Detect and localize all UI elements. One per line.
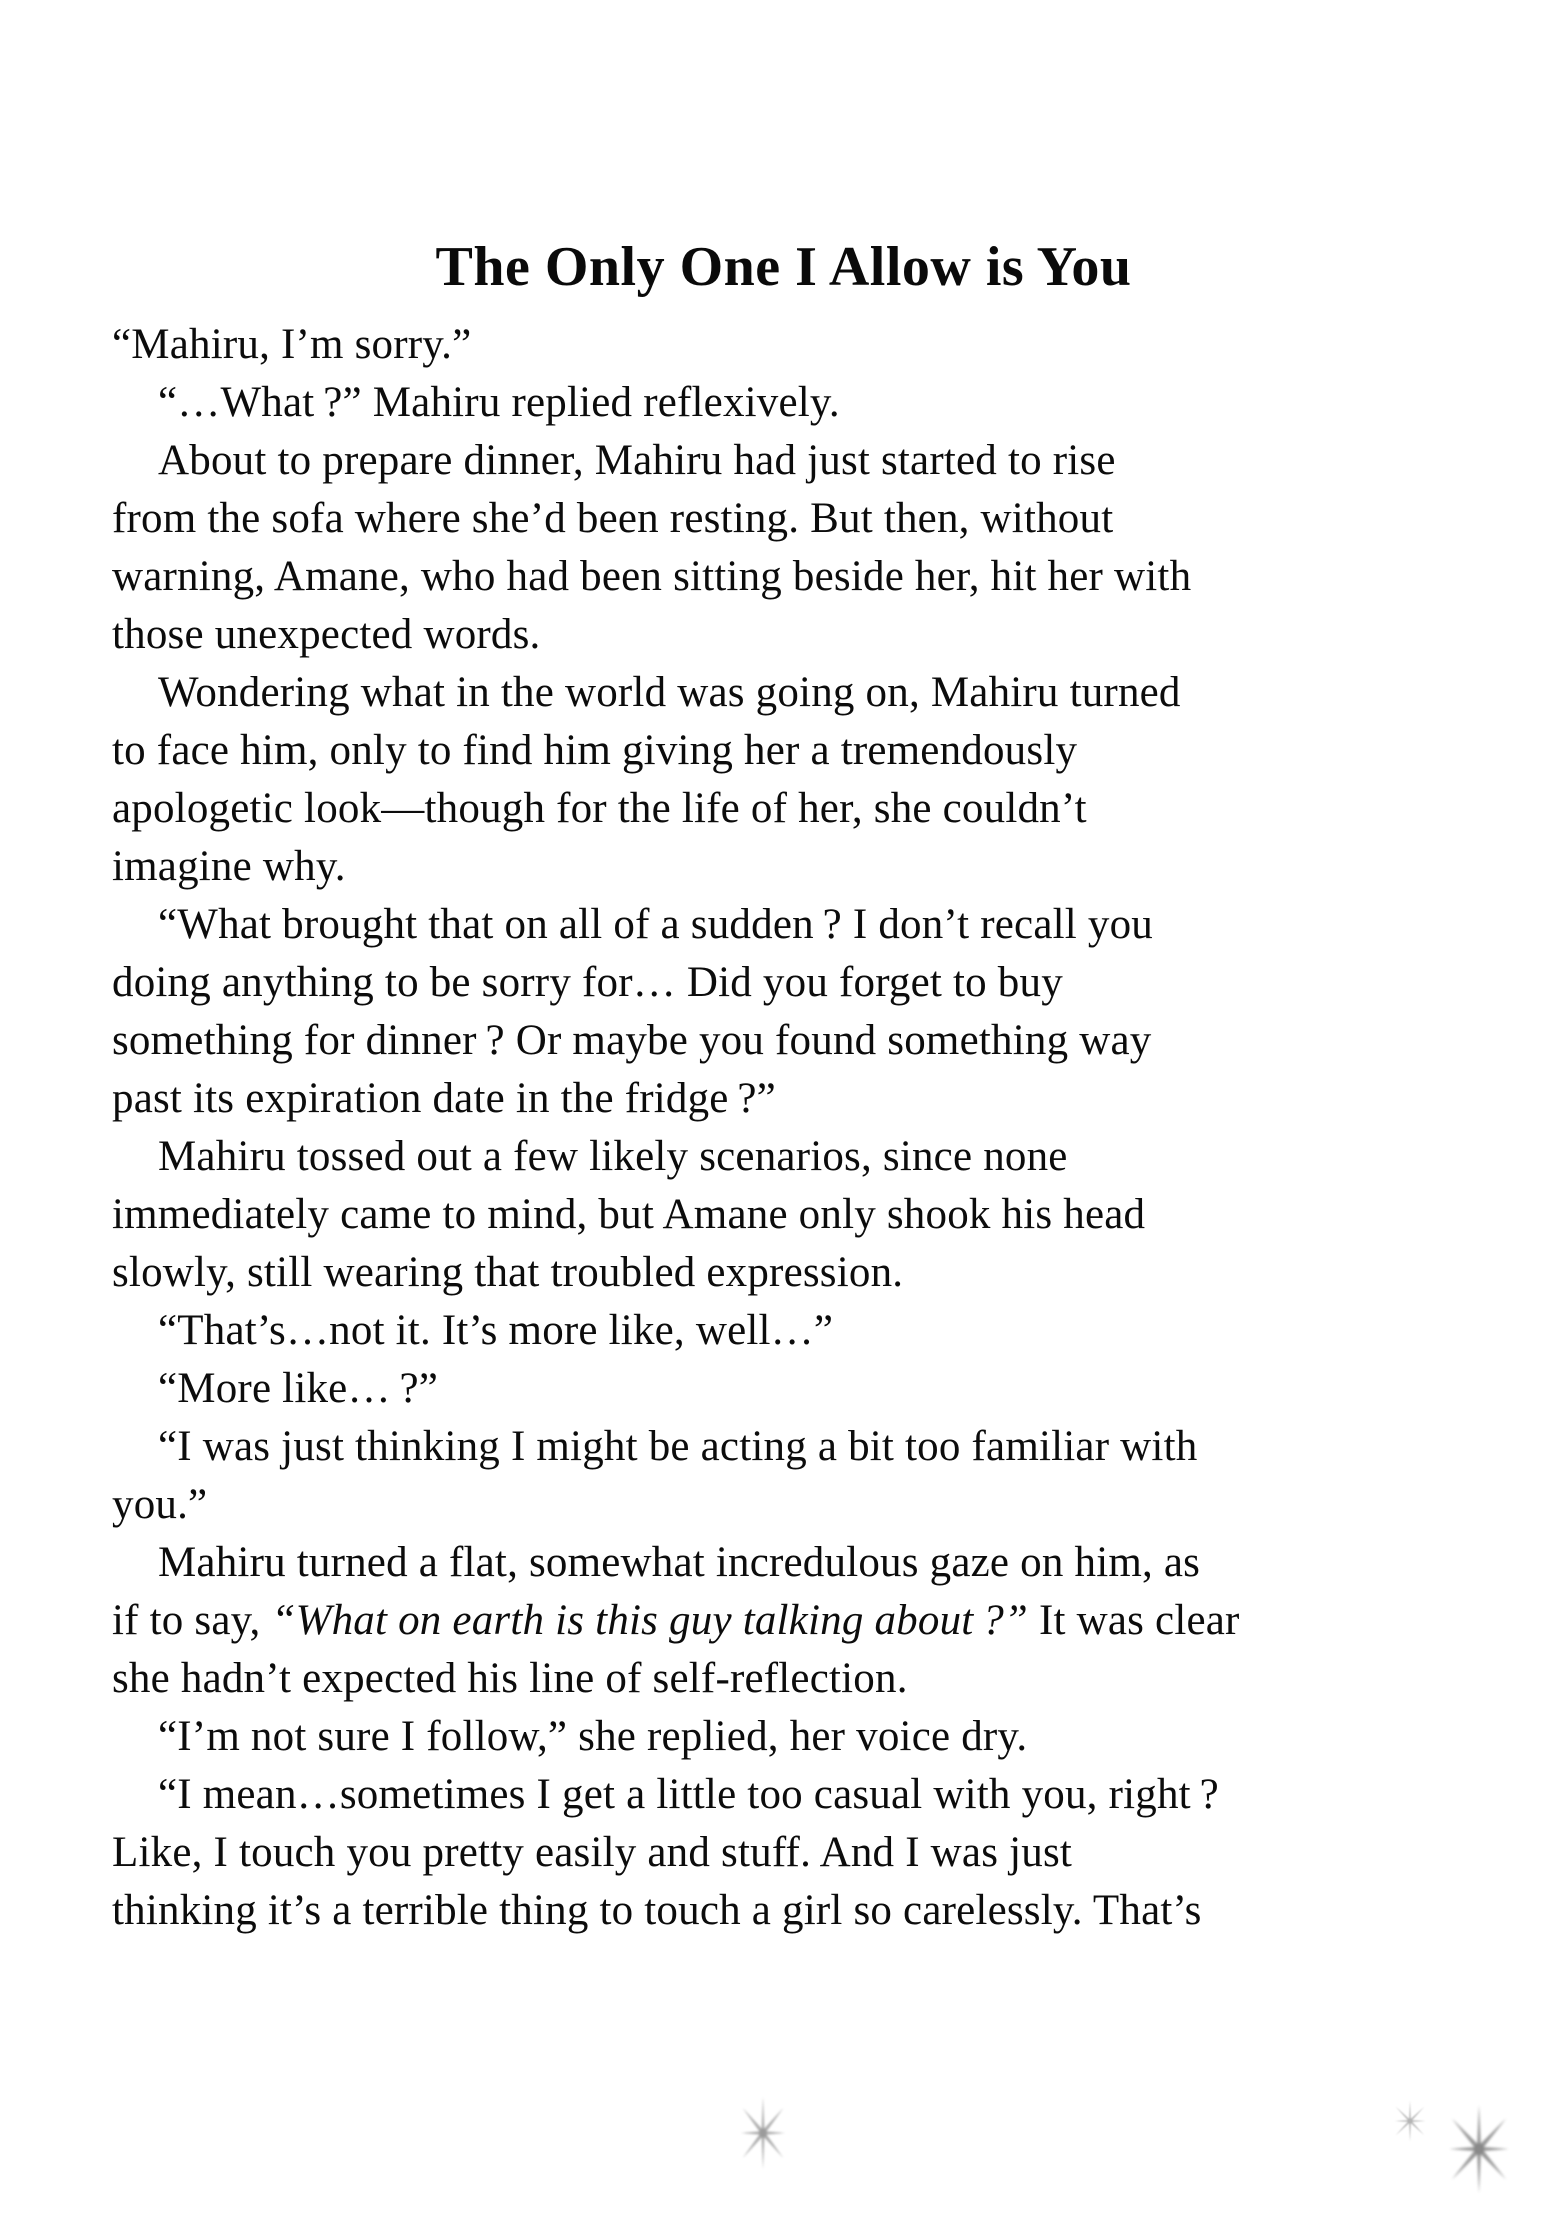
text-line — [112, 1012, 1502, 1070]
text-segment: “I was just thinking I might be acting a bit too familiar with — [158, 1423, 1198, 1470]
text-segment: Mahiru tossed out a few likely scenarios, since none — [158, 1133, 1068, 1180]
text-segment: thinking it’s a terrible thing to touch a girl so carelessly. That’s — [112, 1887, 1202, 1934]
text-segment: doing anything to be sorry for… Did you forget to buy — [112, 959, 1063, 1006]
text-segment: “That’s…not it. It’s more like, well…” — [158, 1307, 834, 1354]
text-line — [112, 954, 1502, 1012]
text-segment: “Mahiru, I’m sorry.” — [112, 321, 472, 368]
text-segment: slowly, still wearing that troubled expression. — [112, 1249, 904, 1296]
text-line — [112, 1592, 1502, 1650]
text-segment: It was clear — [1028, 1597, 1240, 1644]
text-line — [112, 606, 1502, 664]
text-segment: to face him, only to find him giving her a tremendously — [112, 727, 1078, 774]
text-line — [112, 374, 1502, 432]
text-segment: past its expiration date in the fridge ?” — [112, 1075, 776, 1122]
text-segment: you.” — [112, 1481, 208, 1528]
text-segment: Wondering what in the world was going on, Mahiru turned — [158, 669, 1181, 716]
text-segment: “I mean…sometimes I get a little too casual with you, right ? — [158, 1771, 1219, 1818]
text-line — [112, 1244, 1502, 1302]
text-line — [112, 896, 1502, 954]
text-line — [112, 1070, 1502, 1128]
text-segment: “I’m not sure I follow,” she replied, her voice dry. — [158, 1713, 1028, 1760]
body-text — [112, 316, 1502, 1940]
text-segment: apologetic look—though for the life of her, she couldn’t — [112, 785, 1087, 832]
text-segment: those unexpected words. — [112, 611, 541, 658]
text-line — [112, 1766, 1502, 1824]
text-segment: from the sofa where she’d been resting. But then, without — [112, 495, 1114, 542]
text-line — [112, 490, 1502, 548]
sparkle-left-icon — [733, 2096, 793, 2170]
sparkle-right-large-icon — [1439, 2104, 1519, 2194]
text-line — [112, 1476, 1502, 1534]
text-segment: if to say, — [112, 1597, 272, 1644]
text-segment: warning, Amane, who had been sitting beside her, hit her with — [112, 553, 1192, 600]
text-segment: “More like… ?” — [158, 1365, 439, 1412]
text-line — [112, 1186, 1502, 1244]
text-segment: About to prepare dinner, Mahiru had just started to rise — [158, 437, 1116, 484]
text-line — [112, 1360, 1502, 1418]
text-segment: imagine why. — [112, 843, 346, 890]
text-line — [112, 1128, 1502, 1186]
text-line — [112, 1302, 1502, 1360]
text-segment: something for dinner ? Or maybe you found something way — [112, 1017, 1152, 1064]
text-line — [112, 1708, 1502, 1766]
text-line — [112, 1882, 1502, 1940]
text-line — [112, 1824, 1502, 1882]
text-segment: she hadn’t expected his line of self-reflection. — [112, 1655, 908, 1702]
chapter-title: The Only One I Allow is You — [435, 235, 1132, 298]
text-segment: Mahiru turned a flat, somewhat incredulous gaze on him, as — [158, 1539, 1201, 1586]
text-line — [112, 722, 1502, 780]
sparkle-right-small-icon — [1389, 2100, 1431, 2142]
text-line — [112, 664, 1502, 722]
text-line — [112, 1418, 1502, 1476]
text-line — [112, 432, 1502, 490]
text-segment: immediately came to mind, but Amane only shook his head — [112, 1191, 1146, 1238]
text-segment: Like, I touch you pretty easily and stuff. And I was just — [112, 1829, 1073, 1876]
text-segment: “…What ?” Mahiru replied reflexively. — [158, 379, 840, 426]
text-line — [112, 1534, 1502, 1592]
text-line — [112, 1650, 1502, 1708]
text-line — [112, 548, 1502, 606]
text-line — [112, 838, 1502, 896]
text-line — [112, 780, 1502, 838]
text-line — [112, 316, 1502, 374]
text-segment: “What brought that on all of a sudden ? I don’t recall you — [158, 901, 1153, 948]
italic-text-segment: “What on earth is this guy talking about ?” — [271, 1597, 1029, 1644]
